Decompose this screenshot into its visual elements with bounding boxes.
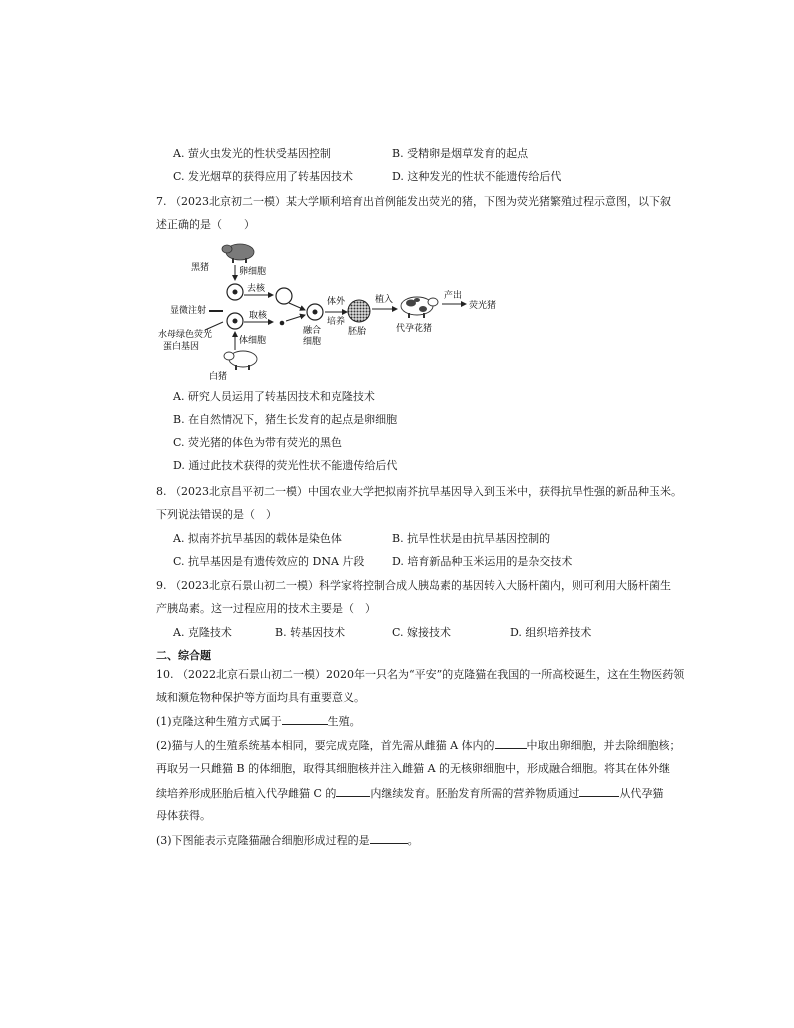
white-pig-icon [224,351,257,370]
label-jellyfish-gene-line1: 水母绿色荧光 [158,330,213,340]
label-embryo: 胚胎 [348,327,367,337]
enucleated-egg-circle [276,288,292,304]
embryo-icon [348,300,370,322]
label-surrogate-pig: 代孕花猪 [396,324,433,334]
label-fusion-line2: 细胞 [303,337,322,347]
q10-part2-text-a: (2)猫与人的生殖系统基本相同，要完成克隆，首先需从雌猫 A 体内的 [156,739,495,752]
q10-part2-line3 [156,785,663,801]
q10-stem-line1: 10. （2022北京石景山初二一模）2020年一只名为“平安”的克隆猫在我国的一所高校诞生，这在生物医药领 [156,668,685,681]
q9-option-b[interactable]: B. 转基因技术 [275,626,346,639]
q7-stem-line2: 述正确的是（ ） [156,218,255,231]
section-heading: 二、综合题 [156,649,211,662]
q10-part1-text-a: (1)克隆这种生殖方式属于 [156,715,282,728]
q10-part2-line4: 母体获得。 [156,809,211,822]
q10-part2-blank1[interactable] [495,737,527,749]
label-black-pig: 黑猪 [191,263,210,273]
q9-option-d[interactable]: D. 组织培养技术 [510,626,592,639]
q9-stem-line1: 9. （2023北京石景山初二一模）科学家将控制合成人胰岛素的基因转入大肠杆菌内，则可利用大肠杆菌生 [156,579,671,592]
label-take-nucleus: 取核 [249,311,268,321]
label-remove-nucleus: 去核 [247,284,266,294]
label-fusion-line1: 融合 [303,326,322,336]
q7-option-b[interactable]: B. 在自然情况下，猪生长发育的起点是卵细胞 [173,413,398,426]
q10-part3-blank[interactable] [370,832,408,844]
fluorescent-pig-diagram [155,238,515,383]
label-implant: 植入 [375,295,394,305]
q8-option-c[interactable]: C. 抗旱基因是有遗传效应的 DNA 片段 [173,555,365,568]
q10-part2-line1 [156,737,681,753]
q8-option-b[interactable]: B. 抗旱性状是由抗旱基因控制的 [392,532,551,545]
q10-part3 [156,832,419,848]
black-pig-icon [222,244,254,263]
q7-option-a[interactable]: A. 研究人员运用了转基因技术和克隆技术 [173,390,375,403]
q10-part1 [156,713,361,729]
q7-option-d[interactable]: D. 通过此技术获得的荧光性状不能遗传给后代 [173,459,398,472]
q6-option-c[interactable]: C. 发光烟草的获得应用了转基因技术 [173,170,354,183]
q6-option-a[interactable]: A. 萤火虫发光的性状受基因控制 [173,147,331,160]
q10-part2-text-c: 续培养形成胚胎后植入代孕雌猫 C 的 [156,787,337,800]
q6-option-d[interactable]: D. 这种发光的性状不能遗传给后代 [392,170,562,183]
label-egg-cell: 卵细胞 [239,267,267,277]
q10-part2-line2: 再取另一只雌猫 B 的体细胞，取得其细胞核并注入雌猫 A 的无核卵细胞中，形成融合细胞。将其在体外继 [156,762,671,775]
q10-part2-text-b: 中取出卵细胞，并去除细胞核； [526,739,681,752]
label-in-vitro-line1: 体外 [327,297,346,307]
q7-option-c[interactable]: C. 荧光猪的体色为带有荧光的黑色 [173,436,343,449]
q6-option-b[interactable]: B. 受精卵是烟草发育的起点 [392,147,529,160]
label-in-vitro-line2: 培养 [327,317,346,327]
q10-stem-line2: 域和濒危物种保护等方面均具有重要意义。 [156,691,365,704]
q10-part1-text-b: 生殖。 [327,715,361,728]
q10-part2-blank2[interactable] [336,785,370,797]
q8-stem-line2: 下列说法错误的是（ ） [156,508,277,521]
label-jellyfish-gene-line2: 蛋白基因 [163,342,200,352]
q7-stem-line1: 7. （2023北京初二一模）某大学顺利培育出首例能发出荧光的猪，下图为荧光猪繁殖过程示意图，以下叙 [156,195,671,208]
q10-part3-text-b: 。 [407,834,419,847]
q9-stem-line2: 产胰岛素。这一过程应用的技术主要是（ ） [156,602,376,615]
q10-part1-blank[interactable] [282,713,328,725]
q10-part2-blank3[interactable] [579,785,619,797]
q10-part2-text-e: 从代孕猫 [619,787,664,800]
q10-part2-text-d: 内继续发育。胚胎发育所需的营养物质通过 [370,787,580,800]
label-fluorescent-pig: 荧光猪 [469,301,497,311]
q9-option-a[interactable]: A. 克隆技术 [173,626,232,639]
label-microinjection: 显微注射 [170,306,207,316]
label-birth: 产出 [444,291,463,301]
q10-part3-text-a: (3)下图能表示克隆猫融合细胞形成过程的是 [156,834,370,847]
q9-option-c[interactable]: C. 嫁接技术 [392,626,452,639]
surrogate-pig-icon [401,297,438,318]
q8-option-a[interactable]: A. 拟南芥抗旱基因的载体是染色体 [173,532,342,545]
nucleus-dot [280,321,285,326]
q8-option-d[interactable]: D. 培育新品种玉米运用的是杂交技术 [392,555,573,568]
label-body-cell: 体细胞 [239,336,267,346]
label-white-pig: 白猪 [209,372,228,382]
q8-stem-line1: 8. （2023北京昌平初二一模）中国农业大学把拟南芥抗旱基因导入到玉米中，获得抗旱性强的新品种玉米。 [156,485,682,498]
